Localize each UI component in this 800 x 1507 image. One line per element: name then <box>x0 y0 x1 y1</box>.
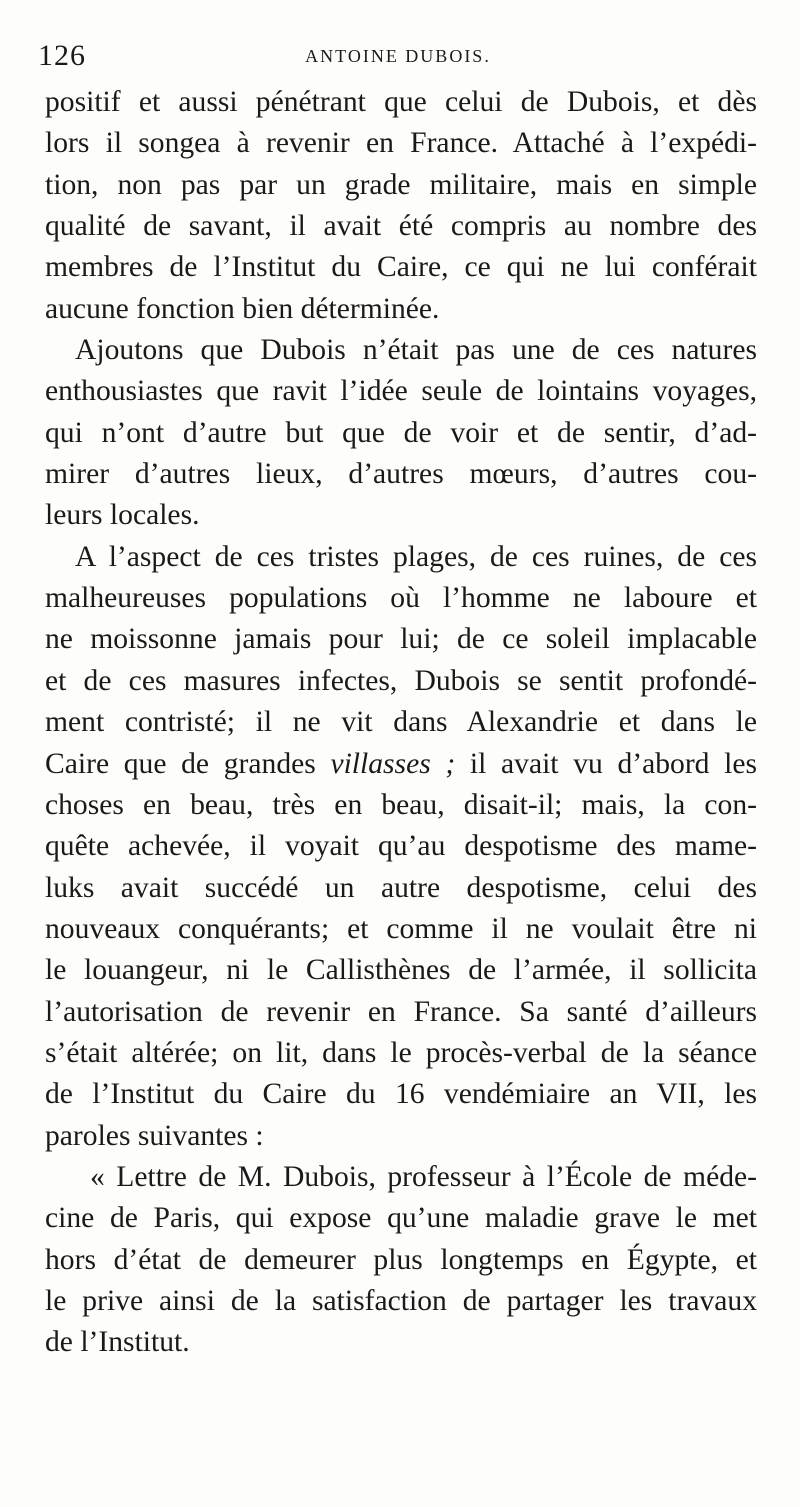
text-line: s’était altérée; on lit, dans le procès-verbal de la séance <box>45 1036 757 1069</box>
text-segment: Caire que de grandes <box>45 747 331 780</box>
paragraph-start-line: Ajoutons que Dubois n’était pas une de ces natures <box>75 334 757 367</box>
text-line: leurs locales. <box>45 499 200 532</box>
page-number: 126 <box>38 39 86 72</box>
text-segment: il avait vu d’abord les <box>455 747 758 780</box>
text-line: enthousiastes que ravit l’idée seule de lointains voyages, <box>45 375 757 408</box>
page-header <box>38 36 758 76</box>
text-line: mirer d’autres lieux, d’autres mœurs, d’autres cou- <box>45 458 757 491</box>
italic-word: villasses ; <box>330 747 456 780</box>
text-line: ne moissonne jamais pour lui; de ce soleil implacable <box>45 623 757 656</box>
text-line: tion, non pas par un grade militaire, mais en simple <box>45 168 757 201</box>
text-line: le louangeur, ni le Callisthènes de l’armée, il sollicita <box>45 954 757 987</box>
text-line: cine de Paris, qui expose qu’une maladie grave le met <box>45 1202 757 1235</box>
text-line: qualité de savant, il avait été compris au nombre des <box>45 210 757 243</box>
paragraph-start-line: A l’aspect de ces tristes plages, de ces ruines, de ces <box>75 540 757 573</box>
text-line: quête achevée, il voyait qu’au despotisme des mame- <box>45 830 757 863</box>
quote-start-line: « Lettre de M. Dubois, professeur à l’École de méde- <box>90 1160 757 1193</box>
text-line: nouveaux conquérants; et comme il ne voulait être ni <box>45 912 757 945</box>
text-line: qui n’ont d’autre but que de voir et de sentir, d’ad- <box>45 416 757 449</box>
text-line: le prive ainsi de la satisfaction de partager les travaux <box>45 1284 757 1317</box>
text-line: ment contristé; il ne vit dans Alexandrie et dans le <box>45 706 757 739</box>
text-line: malheureuses populations où l’homme ne laboure et <box>45 582 757 615</box>
text-line: choses en beau, très en beau, disait-il; mais, la con- <box>45 788 757 821</box>
text-line: hors d’état de demeurer plus longtemps en Égypte, et <box>45 1243 757 1276</box>
body-text <box>45 82 757 1364</box>
text-line-with-italic <box>45 744 757 785</box>
text-line: l’autorisation de revenir en France. Sa santé d’ailleurs <box>45 995 757 1028</box>
text-line: et de ces masures infectes, Dubois se sentit profondé- <box>45 664 757 697</box>
text-line: positif et aussi pénétrant que celui de Dubois, et dès <box>45 86 757 118</box>
text-line: luks avait succédé un autre despotisme, celui des <box>45 871 757 904</box>
running-title: ANTOINE DUBOIS. <box>305 46 491 66</box>
text-line: aucune fonction bien déterminée. <box>45 292 440 325</box>
text-line: lors il songea à revenir en France. Attaché à l’expédi- <box>45 127 757 160</box>
text-line: de l’Institut. <box>45 1326 190 1359</box>
text-line: de l’Institut du Caire du 16 vendémiaire an VII, les <box>45 1078 757 1111</box>
text-line: paroles suivantes : <box>45 1119 264 1152</box>
text-line: membres de l’Institut du Caire, ce qui ne lui conférait <box>45 251 757 284</box>
